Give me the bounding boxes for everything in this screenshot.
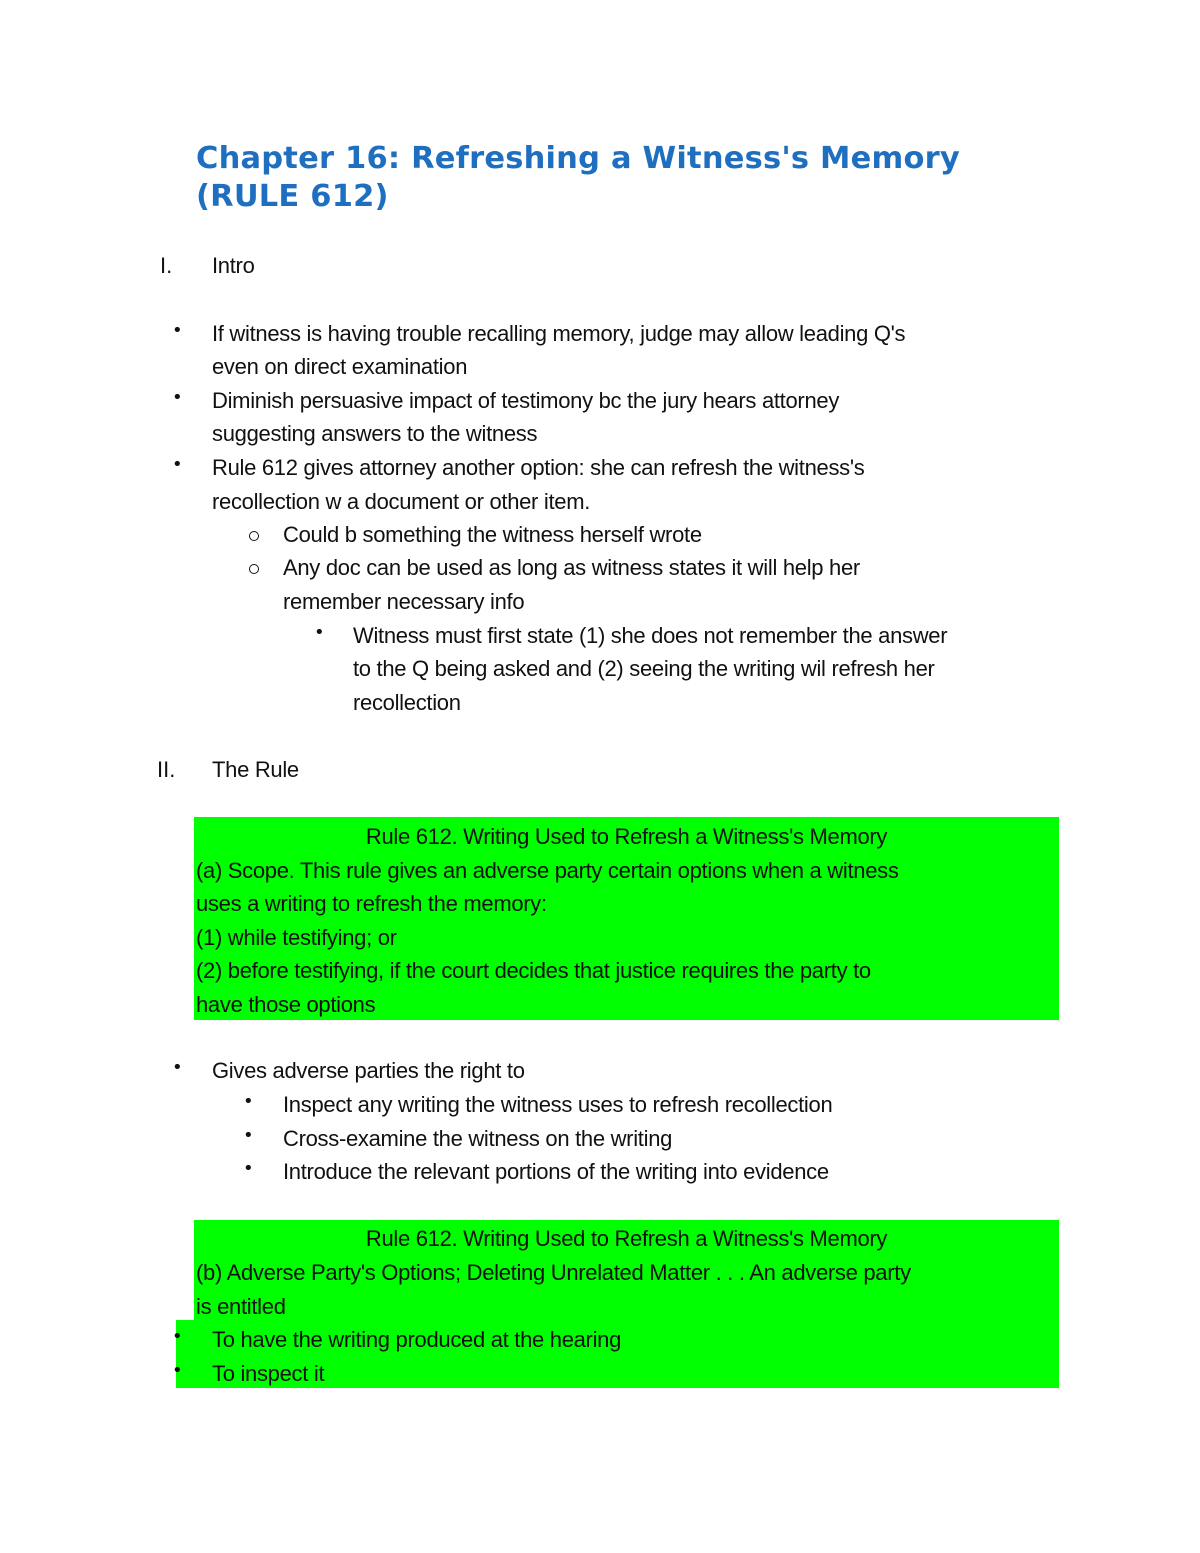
rule-612b-bullet-1: To have the writing produced at the hearing [212,1327,622,1352]
chapter-title-line-1: Chapter 16: Refreshing a Witness's Memory [196,141,960,176]
bullet-icon: • [172,320,183,341]
rule-612b-bullet-2: To inspect it [212,1361,325,1386]
right-inspect: Inspect any writing the witness uses to refresh recollection [283,1092,833,1117]
rule-612a-line-3: (1) while testifying; or [196,925,397,950]
chapter-title [196,140,1096,216]
sub-sub-bullet-line-1: Witness must first state (1) she does not remember the answer [353,623,948,648]
bullet-icon: • [314,622,325,643]
rule-612a-line-4: (2) before testifying, if the court decides that justice requires the party to [196,958,871,983]
rule-612a-line-5: have those options [196,992,376,1017]
bullet-icon: • [172,387,183,408]
adverse-parties-bullet: Gives adverse parties the right to [212,1058,525,1083]
bullet-icon: • [243,1125,254,1146]
intro-bullet-3-line-2: recollection w a document or other item. [212,489,591,514]
bullet-icon: • [172,1360,183,1381]
rule-612a-title: Rule 612. Writing Used to Refresh a Witness's Memory [365,824,888,849]
sub-bullet-2-line-1: Any doc can be used as long as witness states it will help her [283,555,860,580]
rule-612a-line-1: (a) Scope. This rule gives an adverse party certain options when a witness [196,858,899,883]
section-2-numeral: II. [157,757,176,782]
section-1-heading: Intro [212,253,255,278]
sub-bullet-1-line-1: Could b something the witness herself wrote [283,522,702,547]
right-cross-examine: Cross-examine the witness on the writing [283,1126,673,1151]
intro-bullet-1-line-1: If witness is having trouble recalling memory, judge may allow leading Q's [212,321,906,346]
bullet-icon: • [172,1326,183,1347]
section-1-numeral: I. [160,253,173,278]
rule-612b-line-1: (b) Adverse Party's Options; Deleting Unrelated Matter . . . An adverse party [196,1260,911,1285]
circle-bullet-icon [249,531,259,541]
sub-sub-bullet-line-3: recollection [353,690,461,715]
rule-612b-title: Rule 612. Writing Used to Refresh a Witness's Memory [365,1226,888,1251]
right-introduce: Introduce the relevant portions of the writing into evidence [283,1159,829,1184]
rule-612b-line-2: is entitled [196,1294,286,1319]
intro-bullet-3-line-1: Rule 612 gives attorney another option: she can refresh the witness's [212,455,865,480]
sub-bullet-2-line-2: remember necessary info [283,589,525,614]
bullet-icon: • [172,1057,183,1078]
section-2-heading: The Rule [212,757,299,782]
rule-612a-line-2: uses a writing to refresh the memory: [196,891,547,916]
intro-bullet-2-line-1: Diminish persuasive impact of testimony bc the jury hears attorney [212,388,840,413]
bullet-icon: • [243,1091,254,1112]
intro-bullet-1-line-2: even on direct examination [212,354,468,379]
intro-bullet-2-line-2: suggesting answers to the witness [212,421,538,446]
circle-bullet-icon [249,564,259,574]
bullet-icon: • [243,1158,254,1179]
chapter-title-line-2: (RULE 612) [196,179,389,214]
sub-sub-bullet-line-2: to the Q being asked and (2) seeing the writing wil refresh her [353,656,935,681]
bullet-icon: • [172,454,183,475]
